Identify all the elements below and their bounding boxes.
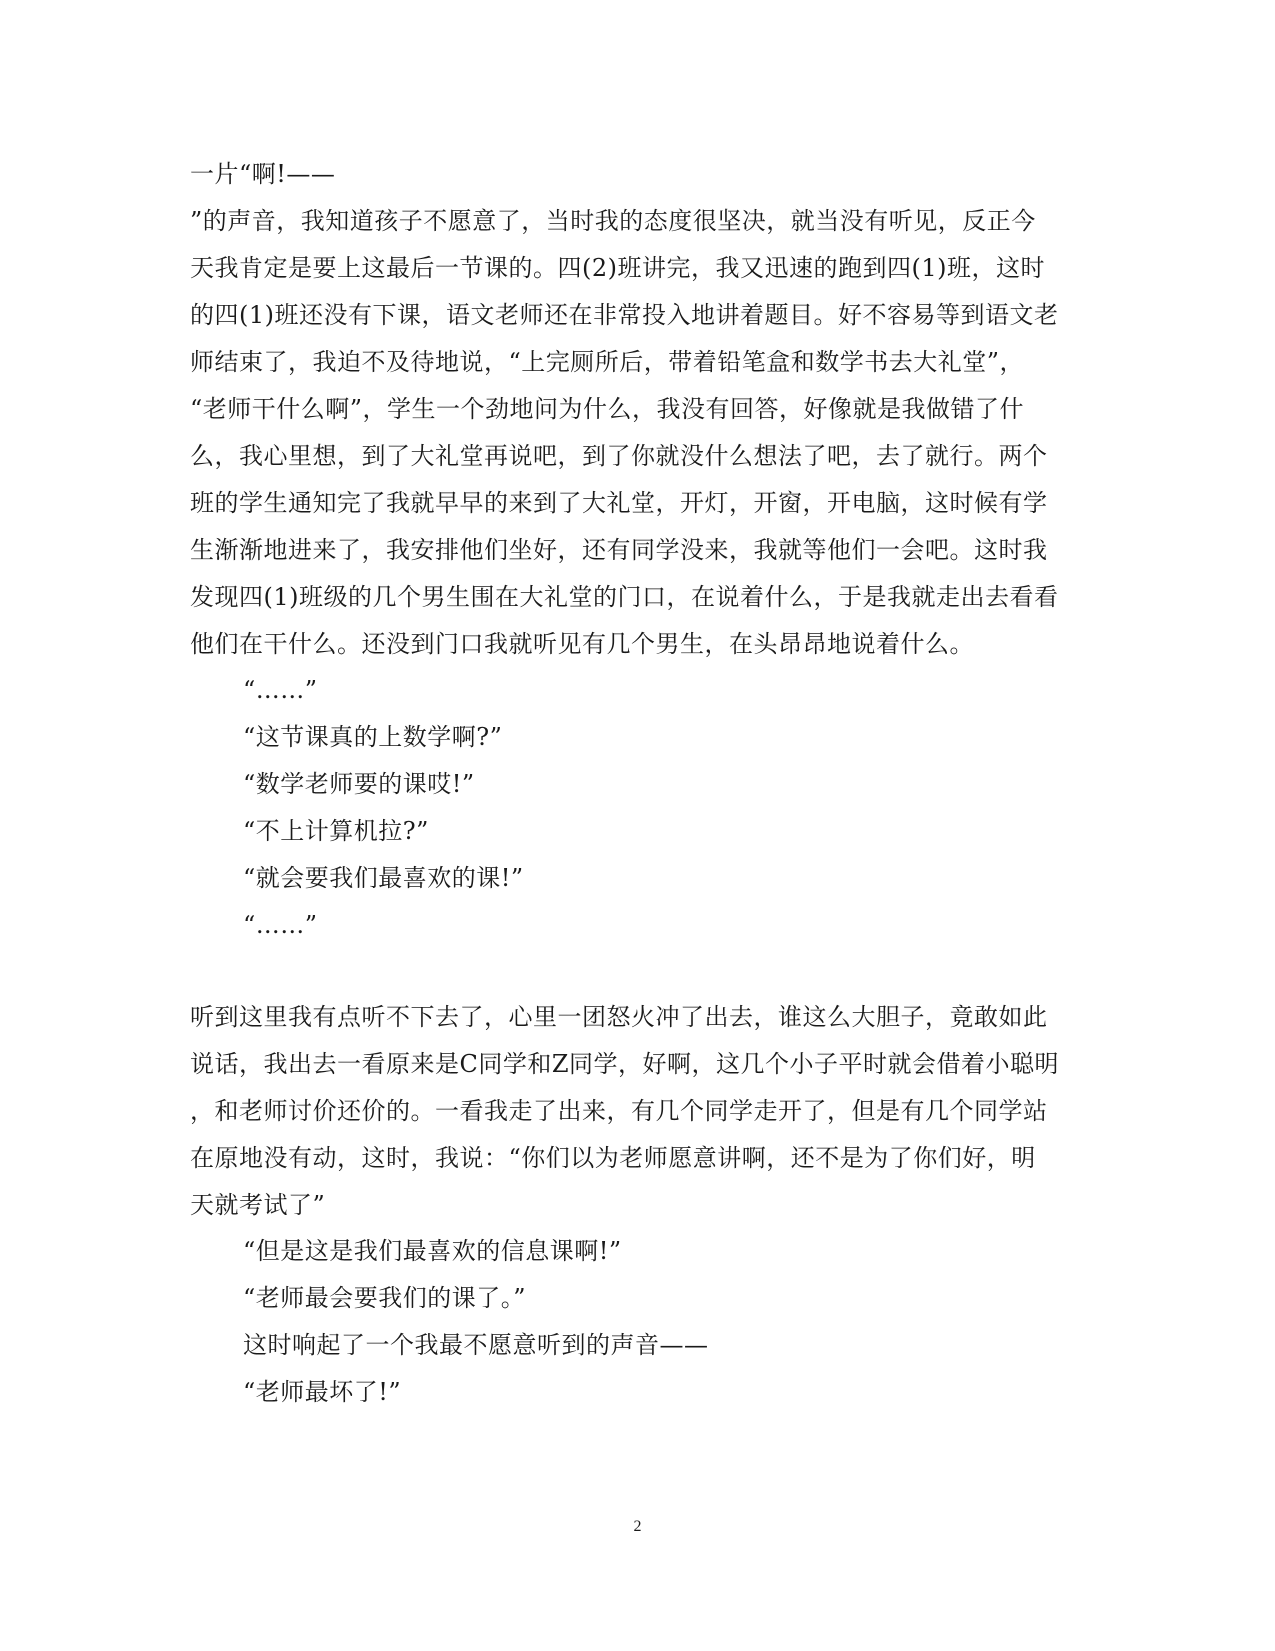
dialogue-line: “不上计算机拉?” [243,817,429,845]
text-line: ”的声音，我知道孩子不愿意了，当时我的态度很坚决，就当没有听见，反正今 [190,207,1036,235]
text-line: 天就考试了” [190,1191,326,1219]
text-line: “老师干什么啊”，学生一个劲地问为什么，我没有回答，好像就是我做错了什 [190,395,1025,423]
dialogue-line: “就会要我们最喜欢的课!” [243,864,524,892]
dialogue-line: “这节课真的上数学啊?” [243,723,503,751]
dialogue-line: “……” [243,676,318,704]
dialogue-line: “但是这是我们最喜欢的信息课啊!” [243,1237,622,1265]
text-line: ，和老师讨价还价的。一看我走了出来，有几个同学走开了，但是有几个同学站 [190,1097,1048,1125]
text-line: 他们在干什么。还没到门口我就听见有几个男生，在头昂昂地说着什么。 [190,630,974,658]
text-line: 说话，我出去一看原来是C同学和Z同学，好啊，这几个小子平时就会借着小聪明 [190,1050,1060,1078]
page-number: 2 [633,1518,642,1535]
text-line: 生渐渐地进来了，我安排他们坐好，还有同学没来，我就等他们一会吧。这时我 [190,536,1048,564]
text-line: 一片“啊!—— [190,160,336,188]
text-line: 发现四(1)班级的几个男生围在大礼堂的门口，在说着什么，于是我就走出去看看 [190,583,1059,611]
dialogue-line: “数学老师要的课哎!” [243,770,475,798]
dialogue-line: “老师最会要我们的课了。” [243,1284,527,1312]
text-line: 在原地没有动，这时，我说：“你们以为老师愿意讲啊，还不是为了你们好，明 [190,1144,1036,1172]
text-line: 师结束了，我迫不及待地说，“上完厕所后，带着铅笔盒和数学书去大礼堂”， [190,348,1025,376]
dialogue-line: “……” [243,911,318,939]
dialogue-line: “老师最坏了!” [243,1378,402,1406]
text-line: 班的学生通知完了我就早早的来到了大礼堂，开灯，开窗，开电脑，这时候有学 [190,489,1048,517]
text-line: 的四(1)班还没有下课，语文老师还在非常投入地讲着题目。好不容易等到语文老 [190,301,1059,329]
text-line: 么，我心里想，到了大礼堂再说吧，到了你就没什么想法了吧，去了就行。两个 [190,442,1048,470]
text-line: 听到这里我有点听不下去了，心里一团怒火冲了出去，谁这么大胆子，竟敢如此 [190,1003,1048,1031]
text-line: 天我肯定是要上这最后一节课的。四(2)班讲完，我又迅速的跑到四(1)班，这时 [190,254,1045,282]
dialogue-line: 这时响起了一个我最不愿意听到的声音—— [243,1331,709,1359]
